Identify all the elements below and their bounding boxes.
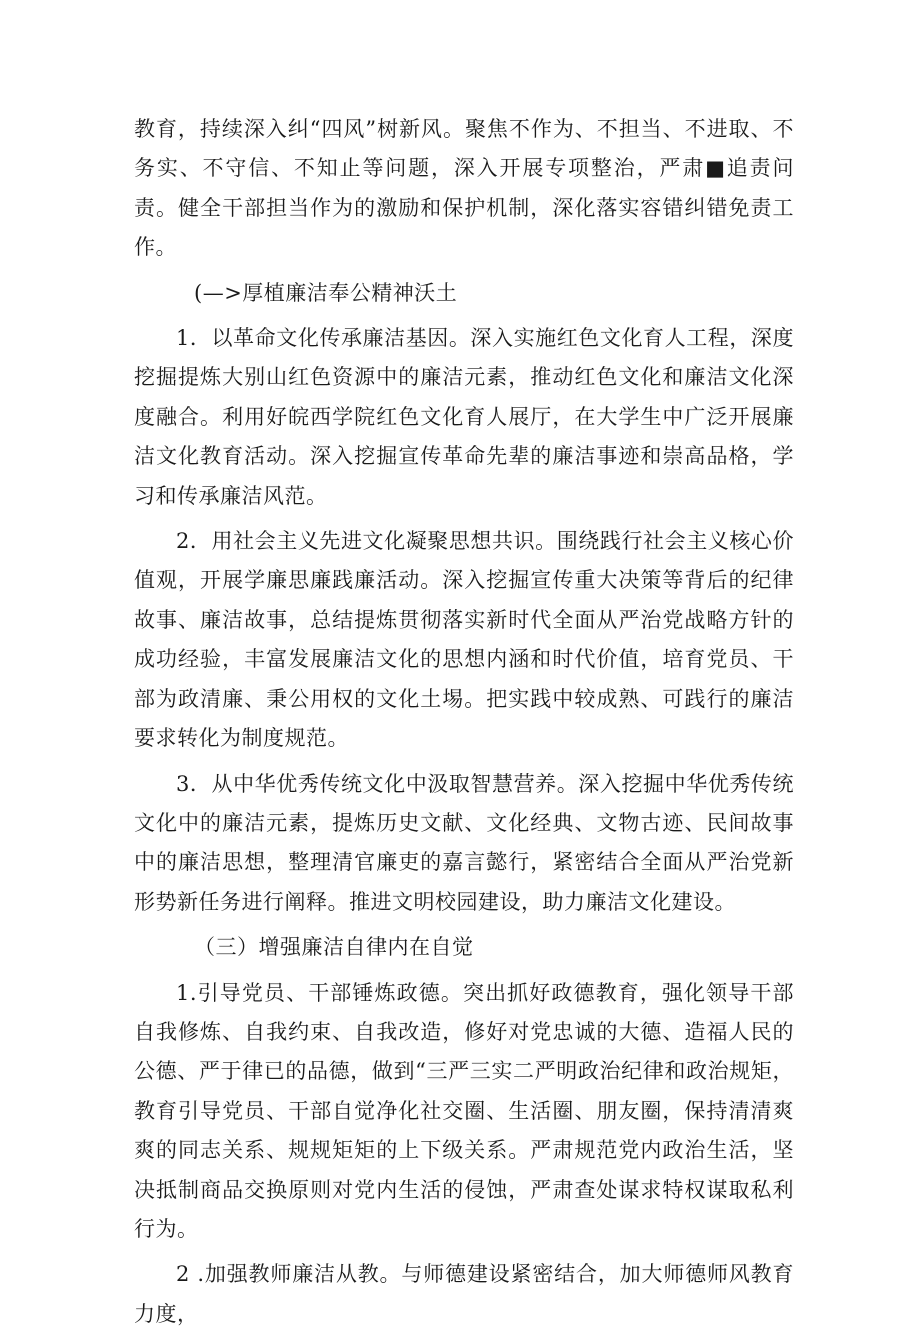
paragraph-3-2: 2 .加强教师廉洁从教。与师德建设紧密结合，加大师德师风教育力度，	[134, 1262, 794, 1326]
paragraph-2-3: 3．从中华优秀传统文化中汲取智慧营养。深入挖掘中华优秀传统文化中的廉洁元素，提炼历史文献、文化经典、文物古迹、民间故事中的廉洁思想，整理清官廉吏的嘉言懿行，紧密结合全面从严治党新形势新任务进行阐释。推进文明校园建设，助力廉洁文化建设。	[134, 771, 794, 914]
section-heading-2: (—>厚植廉洁奉公精神沃土	[194, 280, 458, 305]
document-body	[134, 110, 794, 1340]
paragraph-3-1: 1.引导党员、干部锤炼政德。突出抓好政德教育，强化领导干部自我修炼、自我约束、自我改造，修好对党忠诚的大德、造福人民的公德、严于律已的品德，做到“三严三实二严明政治纪律和政治规矩，教育引导党员、干部自觉净化社交圈、生活圈、朋友圈，保持清清爽爽的同志关系、规规矩矩的上下级关系。严肃规范党内政治生活，坚决抵制商品交换原则对党内生活的侵蚀，严肃查处谋求特权谋取私利行为。	[134, 980, 794, 1241]
section-heading-3: （三）增强廉洁自律内在自觉	[194, 935, 474, 960]
paragraph-2-1: 1．以革命文化传承廉洁基因。深入实施红色文化育人工程，深度挖掘提炼大别山红色资源中的廉洁元素，推动红色文化和廉洁文化深度融合。利用好皖西学院红色文化育人展厅，在大学生中广泛开展廉洁文化教育活动。深入挖掘宣传革命先辈的廉洁事迹和崇高品格，学习和传承廉洁风范。	[134, 326, 794, 508]
paragraph-1-continuation: 教育，持续深入纠“四风”树新风。聚焦不作为、不担当、不进取、不务实、不守信、不知止等问题，深入开展专项整治，严肃■追责问责。健全干部担当作为的激励和保护机制，深化落实容错纠错免责工作。	[134, 117, 794, 260]
paragraph-2-2: 2．用社会主义先进文化凝聚思想共识。围绕践行社会主义核心价值观，开展学廉思廉践廉活动。深入挖掘宣传重大决策等背后的纪律故事、廉洁故事，总结提炼贯彻落实新时代全面从严治党战略方针的成功经验，丰富发展廉洁文化的思想内涵和时代价值，培育党员、干部为政清廉、秉公用权的文化土埸。把实践中较成熟、可践行的廉洁要求转化为制度规范。	[134, 529, 794, 751]
